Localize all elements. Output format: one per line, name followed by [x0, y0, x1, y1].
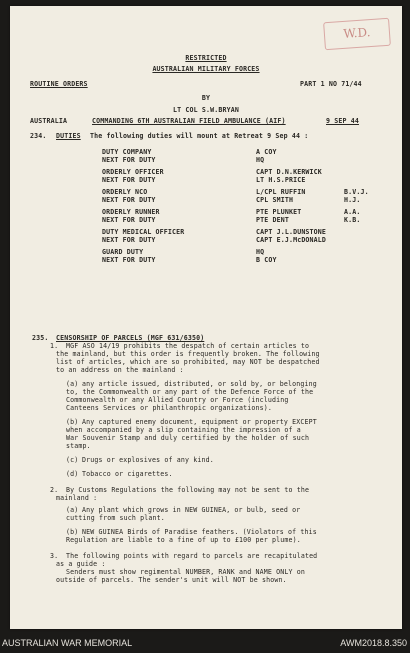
duty-role: ORDERLY RUNNER [102, 208, 160, 216]
classification: RESTRICTED [185, 54, 227, 62]
list-item-line: Any plant which grows in NEW GUINEA, or bulb, seed or [82, 506, 301, 514]
paragraph-number: 2. [50, 486, 59, 494]
duty-assignee: CAPT J.L.DUNSTONE [256, 228, 327, 236]
duty-role: NEXT FOR DUTY [102, 236, 156, 244]
list-item-line: to, the Commonwealth or any part of the Defence Force of the [66, 388, 314, 396]
list-item-line: stamp. [66, 442, 91, 450]
section-235-heading: CENSORSHIP OF PARCELS (MGF 631/6350) [56, 334, 205, 342]
duty-role: NEXT FOR DUTY [102, 256, 156, 264]
section-235-number: 235. [32, 334, 49, 342]
duty-initials: A.A. [344, 208, 361, 216]
list-item-line: Any captured enemy document, equipment or property EXCEPT [82, 418, 317, 426]
paragraph-line: as a guide : [56, 560, 106, 568]
by-label: BY [201, 94, 211, 102]
duty-assignee: CPL SMITH [256, 196, 294, 204]
list-item-tag: (d) [66, 470, 79, 478]
paragraph-number: 1. [50, 342, 59, 350]
duty-role: NEXT FOR DUTY [102, 156, 156, 164]
commanding-officer: LT COL S.W.BRYAN [173, 106, 239, 114]
paragraph-line: Senders must show regimental NUMBER, RANK and NAME ONLY on [66, 568, 305, 576]
section-234-intro: The following duties will mount at Retreat 9 Sep 44 : [90, 132, 309, 140]
duty-initials: K.B. [344, 216, 361, 224]
routine-orders: ROUTINE ORDERS [30, 80, 88, 88]
duty-role: DUTY MEDICAL OFFICER [102, 228, 185, 236]
archive-name: AUSTRALIAN WAR MEMORIAL [2, 638, 133, 648]
paragraph-line: list of articles, which are so prohibited, may NOT be despatched [56, 358, 320, 366]
paragraph-line: outside of parcels. The sender's unit will NOT be shown. [56, 576, 287, 584]
location: AUSTRALIA [30, 117, 68, 125]
section-234-number: 234. [30, 132, 47, 140]
duty-assignee: CAPT E.J.McDONALD [256, 236, 327, 244]
list-item-tag: (b) [66, 418, 79, 426]
duty-role: NEXT FOR DUTY [102, 216, 156, 224]
duty-assignee: L/CPL RUFFIN [256, 188, 306, 196]
list-item-line: Canteens Services or philanthropic organizations). [66, 404, 272, 412]
duty-assignee: HQ [256, 156, 265, 164]
duty-initials: H.J. [344, 196, 361, 204]
list-item-line: Tobacco or cigarettes. [82, 470, 173, 478]
duty-initials: B.V.J. [344, 188, 369, 196]
duty-role: NEXT FOR DUTY [102, 196, 156, 204]
duty-role: ORDERLY NCO [102, 188, 148, 196]
section-234-heading: DUTIES [56, 132, 81, 140]
duty-assignee: PTE DENT [256, 216, 289, 224]
list-item-tag: (a) [66, 380, 79, 388]
archive-footer [0, 637, 410, 651]
paragraph-line: mainland : [56, 494, 98, 502]
list-item-tag: (a) [66, 506, 79, 514]
list-item-line: Commonwealth or any Allied Country or Force (including [66, 396, 289, 404]
list-item-tag: (b) [66, 528, 79, 536]
paragraph-line: The following points with regard to parcels are recapitulated [66, 552, 318, 560]
duty-assignee: LT H.S.PRICE [256, 176, 306, 184]
duty-role: GUARD DUTY [102, 248, 144, 256]
duty-role: DUTY COMPANY [102, 148, 152, 156]
order-date: 9 SEP 44 [326, 117, 359, 125]
paragraph-number: 3. [50, 552, 59, 560]
paragraph-line: MGF ASO 14/19 prohibits the despatch of certain articles to [66, 342, 310, 350]
paragraph-line: to an address on the mainland : [56, 366, 184, 374]
pencil-annotation: W.D. [323, 18, 391, 51]
duty-assignee: HQ [256, 248, 265, 256]
duty-role: ORDERLY OFFICER [102, 168, 164, 176]
accession-number: AWM2018.8.350 [340, 638, 407, 648]
command-line: COMMANDING 6TH AUSTRALIAN FIELD AMBULANCE (AIF) [92, 117, 286, 125]
duty-assignee: CAPT D.N.KERWICK [256, 168, 322, 176]
list-item-line: any article issued, distributed, or sold by, or belonging [82, 380, 317, 388]
paragraph-line: the mainland, but this order is frequently broken. The following [56, 350, 320, 358]
document-page [10, 6, 402, 629]
force-title: AUSTRALIAN MILITARY FORCES [152, 65, 260, 73]
list-item-line: Regulation are liable to a fine of up to £100 per plume). [66, 536, 301, 544]
duty-role: NEXT FOR DUTY [102, 176, 156, 184]
part-number: PART 1 NO 71/44 [300, 80, 362, 88]
list-item-line: Drugs or explosives of any kind. [82, 456, 214, 464]
duty-assignee: PTE PLUNKET [256, 208, 302, 216]
list-item-line: cutting from such plant. [66, 514, 165, 522]
duty-assignee: A COY [256, 148, 277, 156]
list-item-line: NEW GUINEA Birds of Paradise feathers. (Violators of this [82, 528, 317, 536]
list-item-line: War Souvenir Stamp and duly certified by the holder of such [66, 434, 310, 442]
list-item-tag: (c) [66, 456, 79, 464]
list-item-line: when accompanied by a slip containing the impression of a [66, 426, 301, 434]
paragraph-line: By Customs Regulations the following may not be sent to the [66, 486, 310, 494]
duty-assignee: B COY [256, 256, 277, 264]
